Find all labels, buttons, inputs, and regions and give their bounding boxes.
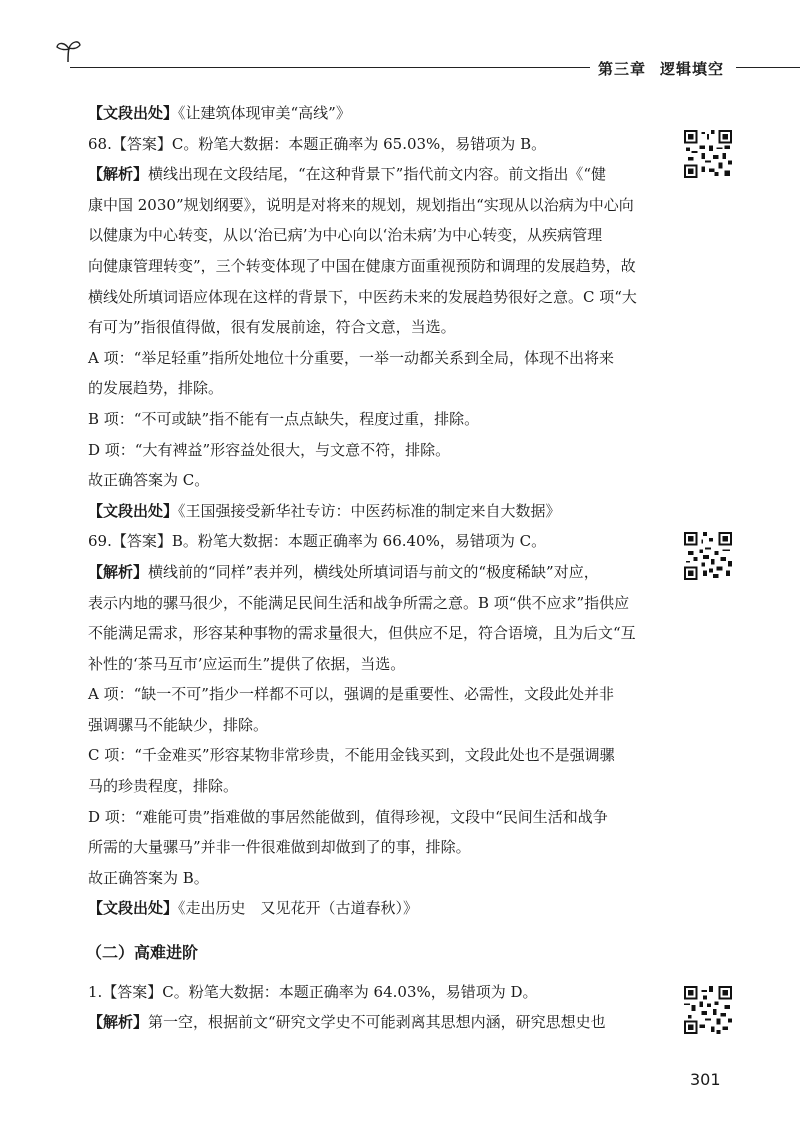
text-line: 【文段出处】《王国强接受新华社专访：中医药标准的制定来自大数据》 [88,501,561,520]
text-line: 强调骡马不能缺少，排除。 [88,715,269,734]
qr-code-icon[interactable] [684,532,732,580]
header-rule-right [736,67,800,68]
text-line: 所需的大量骡马”并非一件很难做到却做到了的事，排除。 [88,838,471,857]
text-line: 【解析】横线出现在文段结尾，“在这种背景下”指代前文内容。前文指出《“健 [88,165,607,184]
text-line: 【文段出处】《走出历史 又见花开（古道春秋）》 [88,899,419,918]
sprout-icon [55,38,81,64]
text-line: B 项：“不可或缺”指不能有一点点缺失，程度过重，排除。 [88,409,480,428]
text-line: 马的珍贵程度，排除。 [88,777,239,796]
qr-code-icon[interactable] [684,986,732,1034]
chapter-title: 逻辑填空 [660,60,725,78]
text-line: 有可为”指很值得做，很有发展前途，符合文意，当选。 [88,318,456,337]
text-line: 故正确答案为 C。 [88,471,210,490]
text-line: 横线处所填词语应体现在这样的背景下，中医药未来的发展趋势很好之意。C 项“大 [88,287,637,306]
text-line: 补性的‘茶马互市’应运而生”提供了依据，当选。 [88,654,406,673]
text-line: 向健康管理转变”，三个转变体现了中国在健康方面重视预防和调理的发展趋势，故 [88,256,636,275]
text-line: 69.【答案】B。粉笔大数据：本题正确率为 66.40%，易错项为 C。 [88,532,547,551]
chapter-number: 第三章 [598,60,647,78]
text-line: 康中国 2030”规划纲要》，说明是对将来的规划，规划指出“实现从以治病为中心向 [88,195,634,214]
text-line: 68.【答案】C。粉笔大数据：本题正确率为 65.03%，易错项为 B。 [88,134,547,153]
text-line: C 项：“千金难买”形容某物非常珍贵，不能用金钱买到，文段此处也不是强调骡 [88,746,615,765]
text-line: D 项：“大有裨益”形容益处很大，与文意不符，排除。 [88,440,451,459]
text-line: A 项：“举足轻重”指所处地位十分重要，一举一动都关系到全局，体现不出将来 [88,348,614,367]
text-line: D 项：“难能可贵”指难做的事居然能做到，值得珍视，文段中“民间生活和战争 [88,807,608,826]
qr-code-icon[interactable] [684,130,732,178]
text-line: A 项：“缺一不可”指少一样都不可以，强调的是重要性、必需性，文段此处并非 [88,685,614,704]
text-line: 【解析】横线前的“同样”表并列，横线处所填词语与前文的“极度稀缺”对应， [88,562,599,581]
chapter-heading [598,58,724,79]
text-line: 表示内地的骡马很少，不能满足民间生活和战争所需之意。B 项“供不应求”指供应 [88,593,630,612]
text-line: 【解析】第一空，根据前文“研究文学史不可能剥离其思想内涵，研究思想史也 [88,1013,606,1032]
text-line: 故正确答案为 B。 [88,868,209,887]
text-line: 的发展趋势，排除。 [88,379,224,398]
text-line: 以健康为中心转变，从以‘治已病’为中心向以‘治未病’为中心转变，从疾病管理 [88,226,603,245]
text-line: 1.【答案】C。粉笔大数据：本题正确率为 64.03%，易错项为 D。 [88,982,538,1001]
section-title: （二）高难进阶 [86,943,199,963]
page-content [88,98,660,1038]
header-rule [70,67,590,68]
text-line: 【文段出处】《让建筑体现审美“高线”》 [88,104,351,122]
text-line: 不能满足需求，形容某种事物的需求量很大，但供应不足，符合语境，且为后文“互 [88,624,636,643]
page-header [0,0,800,90]
page-number: 301 [690,1070,721,1089]
